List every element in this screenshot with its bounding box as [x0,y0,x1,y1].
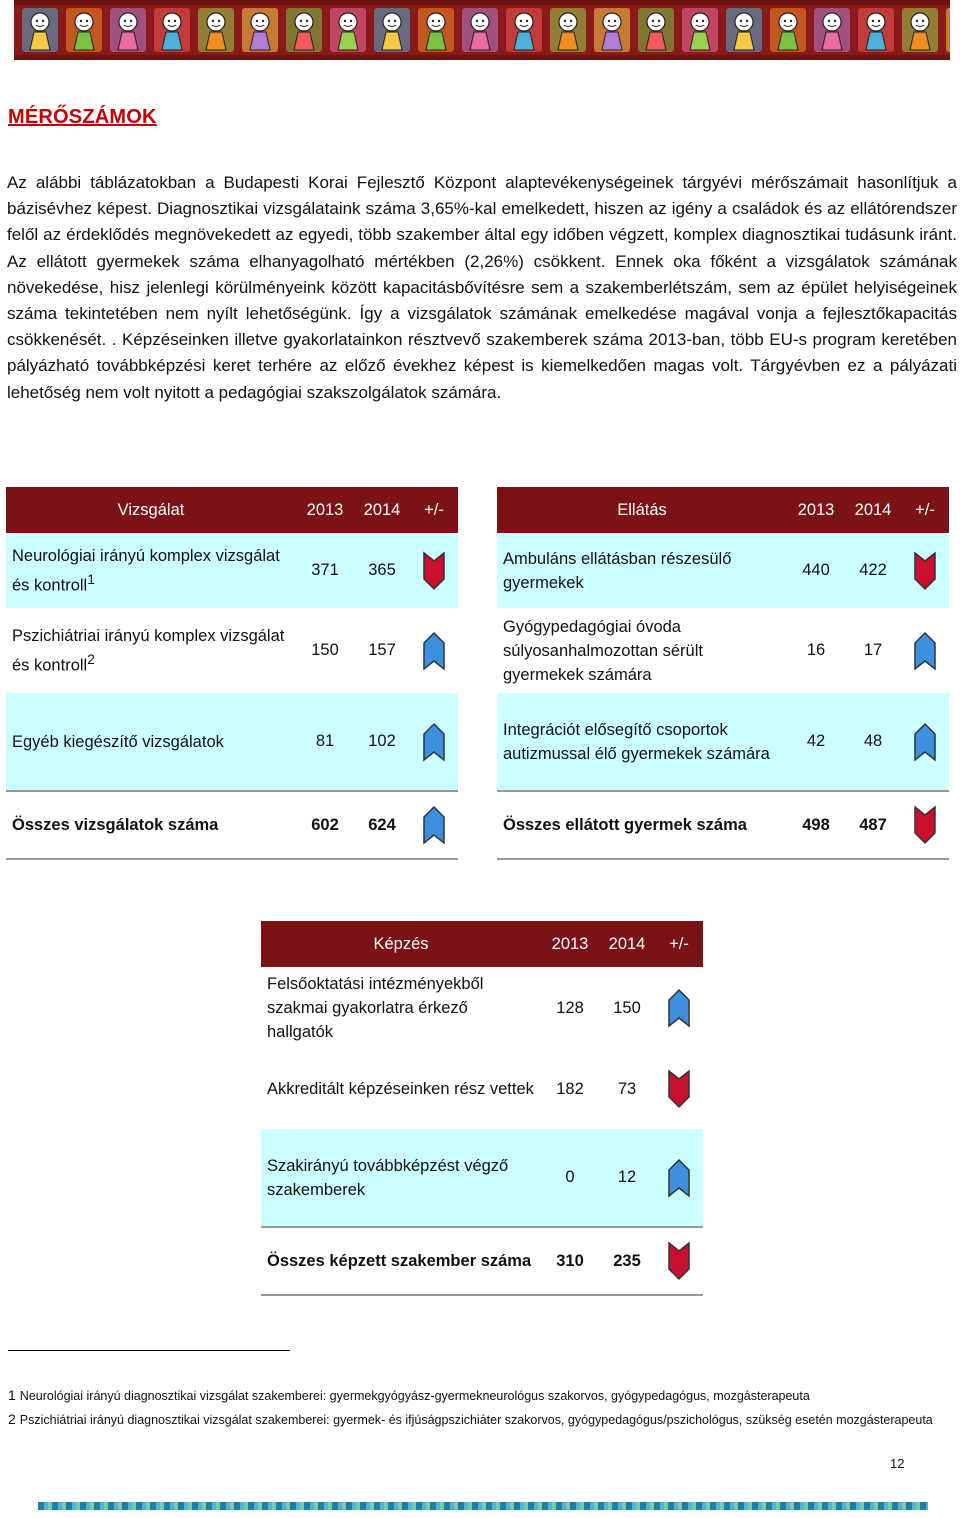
vizsgalat-header-row [6,487,458,533]
footnote-1 [8,1386,810,1406]
vizsgalat-header-change: +/- [410,487,458,533]
total-row [261,1227,703,1295]
value-2013: 42 [787,693,845,791]
kepzes-header-row [261,921,703,967]
row-label: Akkreditált képzéseinken rész vettek [261,1049,541,1129]
footnote-text: Pszichiátriai irányú diagnosztikai vizsgálat szakemberei: gyermek- és ifjúságpszichiáter szakorvos, gyógypedagógus/pszichológus, szükség esetén mozgásterapeuta [19,1413,933,1427]
trend-cell [901,791,949,859]
down-arrow-icon [913,805,937,845]
child-figure-icon [504,6,544,54]
trend-cell [655,1129,703,1227]
row-label: Integrációt elősegítő csoportok autizmussal élő gyermekek számára [497,693,787,791]
arrow-shape [424,633,444,669]
total-2013: 602 [296,791,354,859]
row-label: Szakirányú továbbképzést végző szakemberek [261,1129,541,1227]
kepzes-header-title: Képzés [261,921,541,967]
ellatas-header-row [497,487,949,533]
trend-cell [901,693,949,791]
banner-stripe-top [14,0,950,5]
footnote-mark: 2 [8,1411,16,1427]
value-2013: 0 [541,1129,599,1227]
row-label-text: Pszichiátriai irányú komplex vizsgálat és kontroll [12,626,285,675]
trend-cell [901,608,949,693]
value-2013: 182 [541,1049,599,1129]
child-figure-icon [196,6,236,54]
footer-decorative-bar [38,1502,928,1510]
value-2013: 371 [296,533,354,608]
table-row [6,533,458,608]
arrow-shape [424,553,444,589]
up-arrow-icon [422,631,446,671]
trend-cell [410,533,458,608]
arrow-shape [915,724,935,760]
table-row [497,693,949,791]
table-row [261,1049,703,1129]
row-label [6,533,296,608]
total-2013: 498 [787,791,845,859]
table-row [261,1129,703,1227]
value-2014: 73 [599,1049,655,1129]
total-2014: 624 [354,791,410,859]
child-figure-icon [680,6,720,54]
arrow-shape [915,633,935,669]
footnote-2 [8,1410,953,1430]
down-arrow-icon [667,1241,691,1281]
value-2013: 16 [787,608,845,693]
child-figure-icon [64,6,104,54]
footnote-separator [8,1350,290,1351]
total-row [497,791,949,859]
child-figure-icon [900,6,940,54]
kepzes-header-2014: 2014 [599,921,655,967]
value-2014: 150 [599,967,655,1049]
value-2014: 48 [845,693,901,791]
vizsgalat-header-2014: 2014 [354,487,410,533]
ellatas-table [497,487,949,860]
total-2013: 310 [541,1227,599,1295]
row-label: Gyógypedagógiai óvoda súlyosanhalmozottan sérült gyermekek számára [497,608,787,693]
ellatas-header-title: Ellátás [497,487,787,533]
child-figure-icon [592,6,632,54]
child-figure-icon [460,6,500,54]
child-figure-icon [724,6,764,54]
vizsgalat-header-title: Vizsgálat [6,487,296,533]
value-2013: 128 [541,967,599,1049]
up-arrow-icon [422,805,446,845]
ellatas-header-2014: 2014 [845,487,901,533]
child-figure-icon [944,6,950,54]
footnote-ref: 1 [87,571,95,587]
up-arrow-icon [913,631,937,671]
child-figure-icon [284,6,324,54]
page-heading: MÉRŐSZÁMOK [8,106,157,128]
row-label-text: Neurológiai irányú komplex vizsgálat és kontroll [12,546,280,595]
value-2014: 12 [599,1129,655,1227]
child-figure-icon [108,6,148,54]
ellatas-header-2013: 2013 [787,487,845,533]
trend-cell [410,791,458,859]
child-figure-icon [856,6,896,54]
value-2013: 440 [787,533,845,608]
vizsgalat-header-2013: 2013 [296,487,354,533]
value-2013: 150 [296,608,354,693]
vizsgalat-table [6,487,458,860]
child-figure-icon [240,6,280,54]
child-figure-icon [768,6,808,54]
trend-cell [655,1227,703,1295]
intro-paragraph: Az alábbi táblázatokban a Budapesti Korai Fejlesztő Központ alaptevékenységeinek tárgyévi mérőszámait hasonlítjuk a bázisévhez képest. Diagnosztikai vizsgálataink száma 3,65%-kal emelkedett, hiszen az igény a családok és az ellátórendszer felől az érdeklődés megnövekedett az egyedi, több szakember által egy időben végzett, komplex diagnosztikai tudásunk iránt. Az ellátott gyermekek száma elhanyagolható mértékben (2,26%) csökkent. Ennek oka főként a vizsgálatok számának növekedése, hisz jelenlegi körülményeink között kapacitásbővítésre sem a szakemberlétszám, sem az épület helyiségeinek száma tekintetében nem nyílt lehetőségünk. Így a vizsgálatok számának emelkedése magával vonja a fejlesztőkapacitás csökkenését. . Képzéseinken illetve gyakorlatainkon résztvevő szakemberek száma 2013-ban, több EU-s program keretében pályázható továbbképzési keret terhére az előző évekhez képest is kiemelkedően magas volt. Tárgyévben ez a pályázati lehetőség nem volt nyitott a pedagógiai szakszolgálatok számára. [7,173,957,402]
down-arrow-icon [913,551,937,591]
row-label [6,608,296,693]
value-2014: 365 [354,533,410,608]
footnote-ref: 2 [87,651,95,667]
row-label: Ambuláns ellátásban részesülő gyermekek [497,533,787,608]
child-figure-icon [636,6,676,54]
up-arrow-icon [422,722,446,762]
trend-cell [410,693,458,791]
down-arrow-icon [667,1069,691,1109]
page-number: 12 [890,1456,905,1471]
child-figure-icon [372,6,412,54]
total-2014: 235 [599,1227,655,1295]
trend-cell [655,1049,703,1129]
trend-cell [655,967,703,1049]
arrow-shape [424,724,444,760]
arrow-shape [669,990,689,1026]
table-row [497,533,949,608]
footnote-mark: 1 [8,1387,16,1403]
row-label: Felsőoktatási intézményekből szakmai gyakorlatra érkező hallgatók [261,967,541,1049]
total-2014: 487 [845,791,901,859]
arrow-shape [669,1071,689,1107]
trend-cell [410,608,458,693]
table-row [6,608,458,693]
row-label: Egyéb kiegészítő vizsgálatok [6,693,296,791]
total-label: Összes ellátott gyermek száma [497,791,787,859]
children-drawings-illustration [20,6,950,54]
ellatas-header-change: +/- [901,487,949,533]
total-label: Összes képzett szakember száma [261,1227,541,1295]
child-figure-icon [416,6,456,54]
arrow-shape [915,807,935,843]
up-arrow-icon [913,722,937,762]
table-row [261,967,703,1049]
total-label: Összes vizsgálatok száma [6,791,296,859]
kepzes-header-2013: 2013 [541,921,599,967]
down-arrow-icon [422,551,446,591]
up-arrow-icon [667,1158,691,1198]
footnote-text: Neurológiai irányú diagnosztikai vizsgálat szakemberei: gyermekgyógyász-gyermekneurológus szakorvos, gyógypedagógus, mozgásterapeuta [19,1389,810,1403]
banner-stripe-bottom [14,55,950,60]
trend-cell [901,533,949,608]
up-arrow-icon [667,988,691,1028]
arrow-shape [669,1243,689,1279]
child-figure-icon [328,6,368,54]
value-2013: 81 [296,693,354,791]
value-2014: 422 [845,533,901,608]
child-figure-icon [812,6,852,54]
value-2014: 102 [354,693,410,791]
table-row [497,608,949,693]
table-row [6,693,458,791]
value-2014: 157 [354,608,410,693]
child-figure-icon [548,6,588,54]
value-2014: 17 [845,608,901,693]
child-figure-icon [20,6,60,54]
arrow-shape [915,553,935,589]
child-figure-icon [152,6,192,54]
kepzes-table [261,921,703,1296]
header-banner [14,0,950,60]
total-row [6,791,458,859]
arrow-shape [669,1160,689,1196]
arrow-shape [424,807,444,843]
kepzes-header-change: +/- [655,921,703,967]
